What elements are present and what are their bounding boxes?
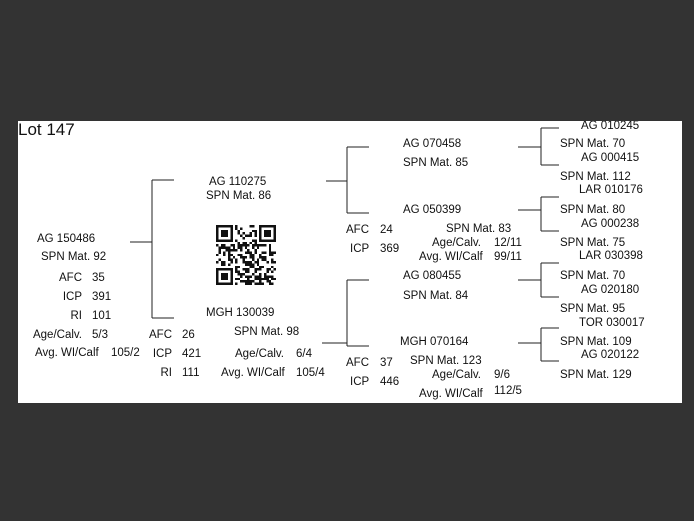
gen4-id: TOR 030017	[579, 317, 645, 329]
subject-age-value: 5/3	[92, 329, 108, 341]
gen4-id: AG 020180	[581, 284, 640, 296]
sire-dam-avg-value: 99/11	[494, 251, 522, 263]
gen4-id: AG 000415	[581, 152, 640, 164]
gen4-id: LAR 030398	[579, 250, 643, 262]
subject-id: AG 150486	[37, 233, 96, 245]
sire-dam-age-value: 12/11	[494, 237, 522, 249]
subject-ri-label: RI	[70, 310, 82, 322]
dam-age-value: 6/4	[296, 348, 312, 360]
gen4-id: AG 010245	[581, 121, 640, 132]
qr-code-icon	[216, 225, 276, 285]
gen4-spn: SPN Mat. 129	[560, 369, 632, 381]
dam-id: MGH 130039	[206, 307, 275, 319]
dam-dam-age-value: 9/6	[494, 369, 510, 381]
gen4-spn: SPN Mat. 70	[560, 138, 626, 150]
dam-dam-avg-value: 112/5	[494, 385, 522, 397]
sire-sire-spn: SPN Mat. 85	[403, 157, 469, 169]
dam-dam-afc-label: AFC	[346, 357, 369, 369]
gen4-spn: SPN Mat. 95	[560, 303, 626, 315]
gen4-id: AG 000238	[581, 218, 640, 230]
dam-afc-value: 26	[182, 329, 195, 341]
dam-icp-value: 421	[182, 348, 202, 360]
gen4-id: AG 020122	[581, 349, 640, 361]
dam-avg-label: Avg. WI/Calf	[221, 367, 285, 379]
subject-age-label: Age/Calv.	[32, 329, 82, 341]
sire-dam-icp-value: 369	[380, 243, 400, 255]
sire-dam-spn: SPN Mat. 83	[446, 223, 512, 235]
subject-spn: SPN Mat. 92	[41, 251, 107, 263]
dam-age-label: Age/Calv.	[235, 348, 285, 360]
sire-dam-age-label: Age/Calv.	[432, 237, 482, 249]
sire-sire-id: AG 070458	[403, 138, 462, 150]
dam-avg-value: 105/4	[296, 367, 325, 379]
subject-icp-value: 391	[92, 291, 112, 303]
gen4-id: LAR 010176	[579, 184, 643, 196]
subject-icp-label: ICP	[62, 291, 82, 303]
dam-dam-icp-value: 446	[380, 376, 400, 388]
subject-ri-value: 101	[92, 310, 112, 322]
subject-afc-label: AFC	[59, 272, 82, 284]
dam-sire-spn: SPN Mat. 84	[403, 290, 469, 302]
dam-afc-label: AFC	[149, 329, 172, 341]
dam-dam-spn: SPN Mat. 123	[410, 355, 482, 367]
dam-sire-id: AG 080455	[403, 270, 462, 282]
subject-afc-value: 35	[92, 272, 105, 284]
sire-dam-id: AG 050399	[403, 204, 462, 216]
sire-dam-afc-value: 24	[380, 224, 393, 236]
subject-avg-label: Avg. WI/Calf	[35, 347, 99, 359]
dam-dam-id: MGH 070164	[400, 336, 469, 348]
sire-id: AG 110275	[209, 176, 267, 188]
subject-avg-value: 105/2	[111, 347, 140, 359]
dam-icp-label: ICP	[152, 348, 172, 360]
sire-dam-avg-label: Avg. WI/Calf	[419, 251, 483, 263]
gen4-spn: SPN Mat. 109	[560, 336, 632, 348]
sire-spn: SPN Mat. 86	[206, 190, 272, 202]
gen4-spn: SPN Mat. 75	[560, 237, 626, 249]
gen4-spn: SPN Mat. 70	[560, 270, 626, 282]
lot-title: Lot 147	[18, 121, 75, 139]
gen4-spn: SPN Mat. 112	[560, 171, 631, 183]
dam-dam-icp-label: ICP	[350, 376, 370, 388]
pedigree-card	[18, 121, 682, 403]
dam-dam-age-label: Age/Calv.	[432, 369, 482, 381]
sire-dam-afc-label: AFC	[346, 224, 369, 236]
gen4-spn: SPN Mat. 80	[560, 204, 626, 216]
dam-dam-avg-label: Avg. WI/Calf	[419, 388, 483, 400]
dam-spn: SPN Mat. 98	[234, 326, 300, 338]
dam-dam-afc-value: 37	[380, 357, 393, 369]
sire-dam-icp-label: ICP	[350, 243, 370, 255]
dam-ri-label: RI	[160, 367, 172, 379]
dam-ri-value: 111	[182, 367, 200, 379]
